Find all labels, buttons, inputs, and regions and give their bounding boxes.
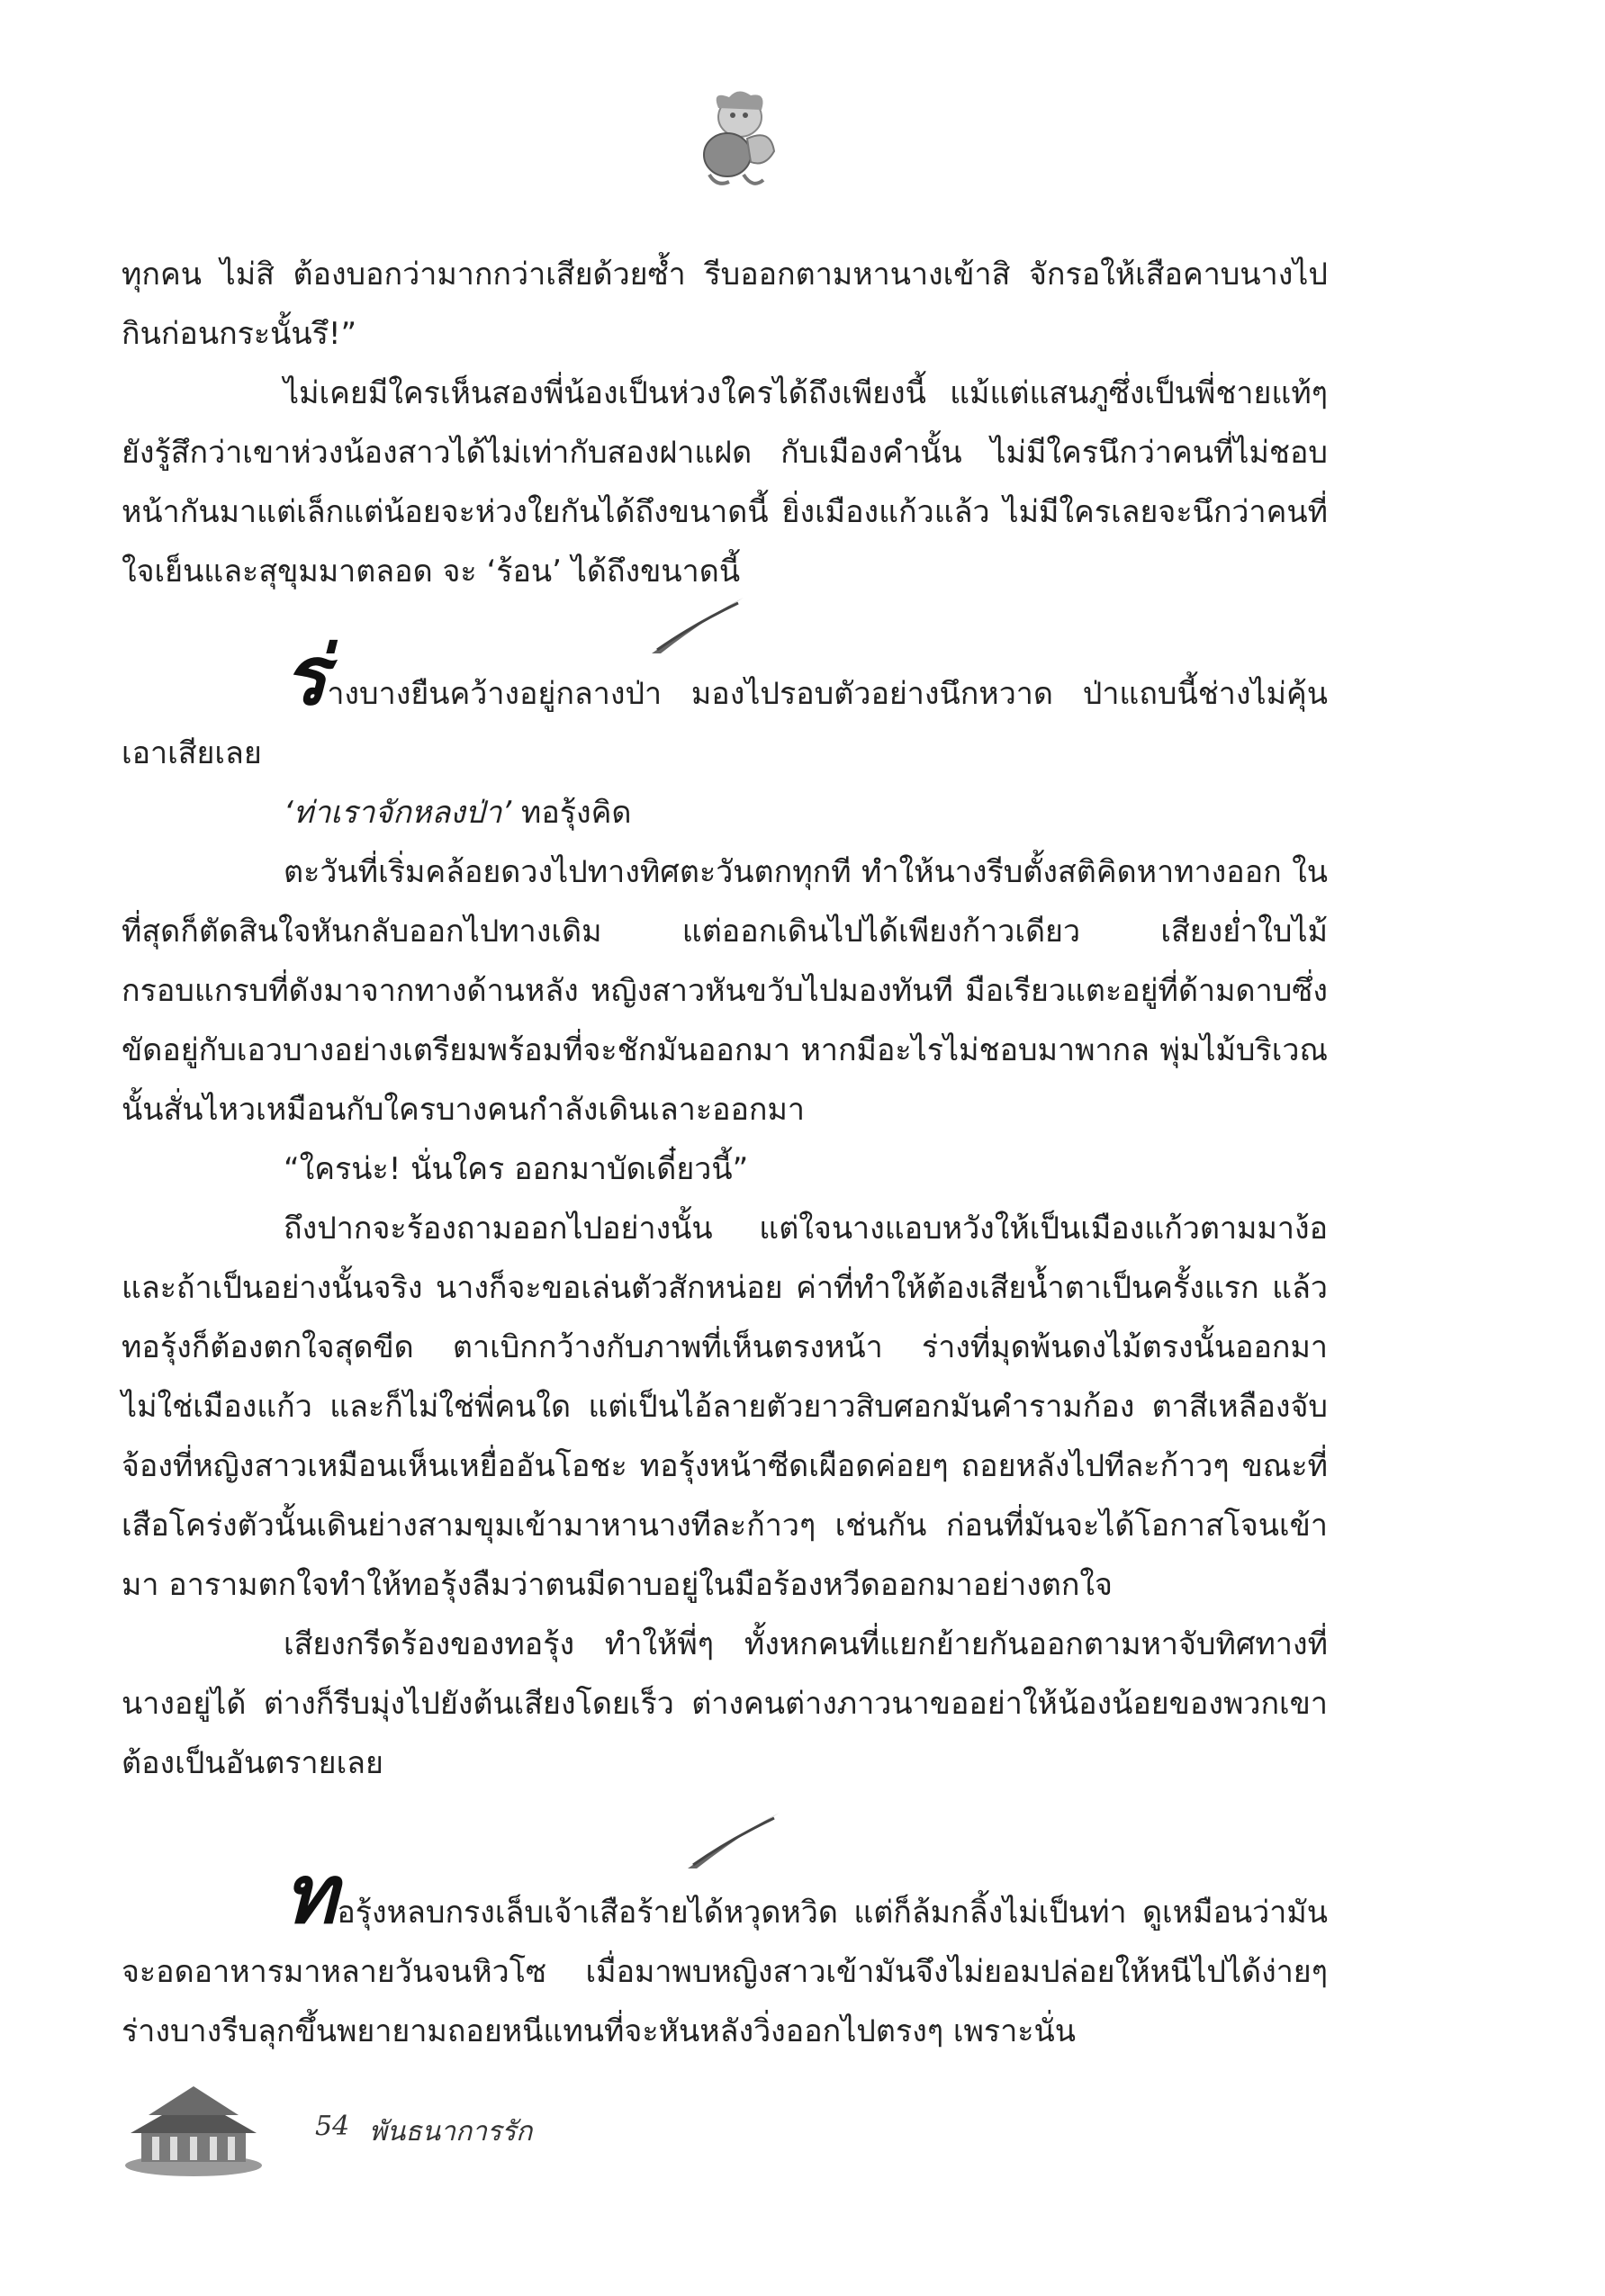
opening-text: อรุ้งหลบกรงเล็บเจ้าเสือร้ายได้หวุดหวิด แต่ก็ล้มกลิ้งไม่เป็นท่า ดูเหมือนว่ามันจะอดอาหารมาหลายวันจนหิวโซ เมื่อมาพบหญิงสาวเข้ามันจึงไม่ยอมปล่อยให้หนีไปได้ง่ายๆ ร่างบางรีบลุกขึ้นพยายามถอยหนีแทนที่จะหันหลังวิ่งออกไปตรงๆ เพราะนั่น	[122, 1895, 1328, 2049]
section-2	[122, 628, 1328, 1793]
section-3	[122, 1847, 1328, 2061]
thought-line	[122, 783, 1328, 842]
drop-cap: ท	[284, 1847, 338, 1942]
chapter-opening	[122, 628, 1328, 783]
temple-icon	[122, 2079, 266, 2178]
paragraph: ถึงปากจะร้องถามออกไปอย่างนั้น แต่ใจนางแอบหวังให้เป็นเมืองแก้วตามมาง้อ และถ้าเป็นอย่างนั้นจริง นางก็จะขอเล่นตัวสักหน่อย ค่าที่ทำให้ต้องเสียน้ำตาเป็นครั้งแรก แล้วทอรุ้งก็ต้องตกใจสุดขีด ตาเบิกกว้างกับภาพที่เห็นตรงหน้า ร่างที่มุดพ้นดงไม้ตรงนั้นออกมา ไม่ใช่เมืองแก้ว และก็ไม่ใช่พี่คนใด แต่เป็นไอ้ลายตัวยาวสิบศอกมันคำรามก้อง ตาสีเหลืองจับจ้องที่หญิงสาวเหมือนเห็นเหยื่ออันโอชะ ทอรุ้งหน้าซีดเผือดค่อยๆ ถอยหลังไปทีละก้าวๆ ขณะที่เสือโคร่งตัวนั้นเดินย่างสามขุมเข้ามาหานางทีละก้าวๆ เช่นกัน ก่อนที่มันจะได้โอกาสโจนเข้ามา อารามตกใจทำให้ทอรุ้งลืมว่าตนมีดาบอยู่ในมือร้องหวีดออกมาอย่างตกใจ	[122, 1211, 1328, 1603]
chapter-opening	[122, 1847, 1328, 2061]
thought-tail: ทอรุ้งคิด	[511, 795, 632, 831]
paragraph-continuation: ทุกคน ไม่สิ ต้องบอกว่ามากกว่าเสียด้วยซ้ำ รีบออกตามหานางเข้าสิ จักรอให้เสือคาบนางไปกินก่อนกระนั้นรึ!”	[122, 257, 1328, 352]
thought-text: ‘ท่าเราจักหลงป่า’	[284, 795, 512, 831]
paragraph: ไม่เคยมีใครเห็นสองพี่น้องเป็นห่วงใครได้ถึงเพียงนี้ แม้แต่แสนภูซึ่งเป็นพี่ชายแท้ๆ ยังรู้สึกว่าเขาห่วงน้องสาวได้ไม่เท่ากับสองฝาแฝด กับเมืองคำนั้น ไม่มีใครนึกว่าคนที่ไม่ชอบหน้ากันมาแต่เล็กแต่น้อยจะห่วงใยกันได้ถึงขนาดนี้ ยิ่งเมืองแก้วแล้ว ไม่มีใครเลยจะนึกว่าคนที่ใจเย็นและสุขุมมาตลอด จะ ‘ร้อน’ ได้ถึงขนาดนี้	[122, 375, 1328, 590]
section-1	[122, 245, 1328, 601]
brush-stroke-icon	[684, 1809, 783, 1872]
opening-text: างบางยืนคว้างอยู่กลางป่า มองไปรอบตัวอย่างนึกหวาด ป่าแถบนี้ช่างไม่คุ้นเอาเสียเลย	[122, 676, 1328, 771]
dialogue: “ใครน่ะ! นั่นใคร ออกมาบัดเดี๋ยวนี้”	[284, 1151, 749, 1187]
paragraph: เสียงกรีดร้องของทอรุ้ง ทำให้พี่ๆ ทั้งหกคนที่แยกย้ายกันออกตามหาจับทิศทางที่นางอยู่ได้ ต่างก็รีบมุ่งไปยังต้นเสียงโดยเร็ว ต่างคนต่างภาวนาขออย่าให้น้องน้อยของพวกเขาต้องเป็นอันตรายเลย	[122, 1626, 1328, 1781]
page-footer	[122, 2079, 662, 2187]
cherub-ornament-icon	[684, 81, 792, 198]
paragraph: ตะวันที่เริ่มคล้อยดวงไปทางทิศตะวันตกทุกที ทำให้นางรีบตั้งสติคิดหาทางออก ในที่สุดก็ตัดสินใจหันกลับออกไปทางเดิม แต่ออกเดินไปได้เพียงก้าวเดียว เสียงย่ำใบไม้กรอบแกรบที่ดังมาจากทางด้านหลัง หญิงสาวหันขวับไปมองทันที มือเรียวแตะอยู่ที่ด้ามดาบซึ่งขัดอยู่กับเอวบางอย่างเตรียมพร้อมที่จะชักมันออกมา หากมีอะไรไม่ชอบมาพากล พุ่มไม้บริเวณนั้นสั่นไหวเหมือนกับใครบางคนกำลังเดินเลาะออกมา	[122, 854, 1328, 1128]
drop-cap: ร่	[284, 628, 328, 724]
page-number: 54	[315, 2111, 350, 2142]
book-title: พันธนาการรัก	[369, 2116, 533, 2147]
